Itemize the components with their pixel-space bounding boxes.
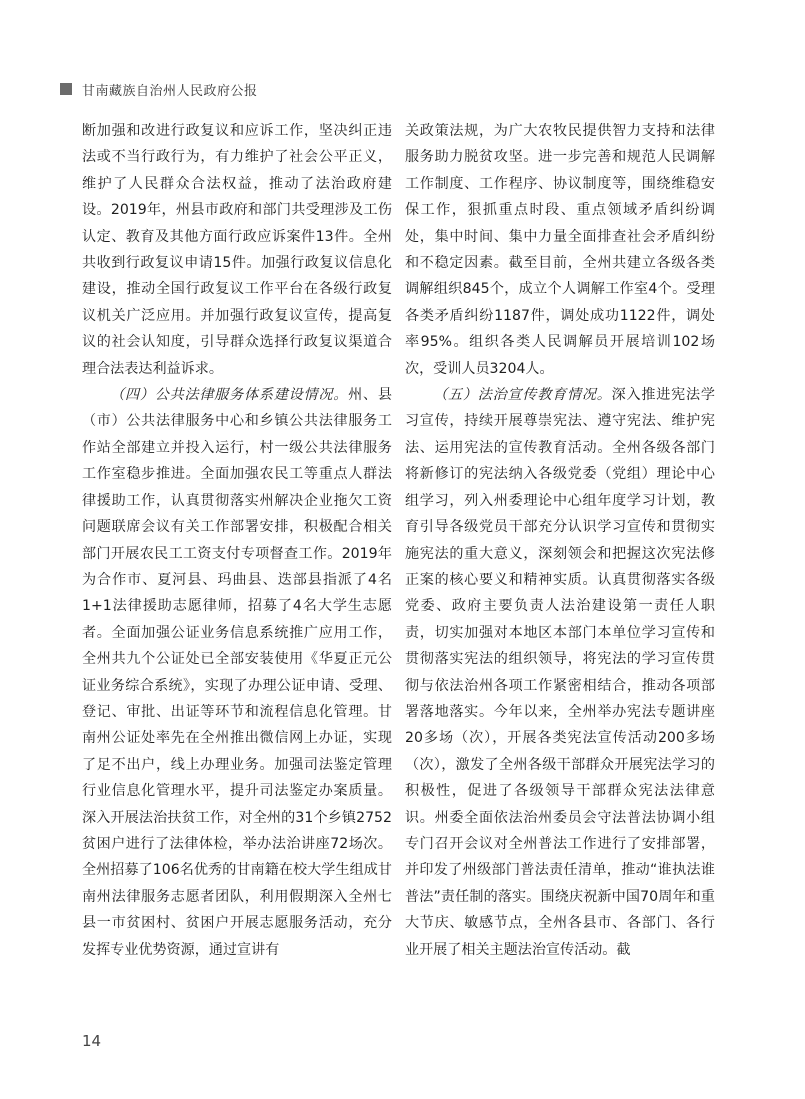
page-number: 14 xyxy=(82,1032,102,1050)
section-heading: （四）公共法律服务体系建设情况。 xyxy=(110,387,349,404)
paragraph: 断加强和改进行政复议和应诉工作，坚决纠正违法或不当行政行为，有力维护了社会公平正义，维护了人民群众合法权益，推动了法治政府建设。2019年，州县市政府和部门共受理涉及工伤认定、教育及其他方面行政应诉案件13件。全州共收到行政复议申请15件。加强行政复议信息化建设，推动全国行政复议工作平台在各级行政复议机关广泛应用。并加强行政复议宣传，提高复议的社会认知度，引导群众选择行政复议渠道合理合法表达利益诉求。 xyxy=(82,123,392,377)
paragraph-text: 州、县（市）公共法律服务中心和乡镇公共法律服务工作站全部建立并投入运行，村一级公共法律服务工作室稳步推进。全面加强农民工等重点人群法律援助工作，认真贯彻落实州解决企业拖欠工资问题联席会议有关工作部署安排，积极配合相关部门开展农民工工资支付专项督查工作。2019年为合作市、夏河县、玛曲县、迭部县指派了4名1+1法律援助志愿律师，招募了4名大学生志愿者。全面加强公证业务信息系统推广应用工作，全州共九个公证处已全部安装使用《华夏正元公证业务综合系统》，实现了办理公证申请、受理、登记、审批、出证等环节和流程信息化管理。甘南州公证处率先在全州推出微信网上办证，实现了足不出户，线上办理业务。加强司法鉴定管理行业信息化管理水平，提升司法鉴定办案质量。深入开展法治扶贫工作，对全州的31个乡镇2752贫困户进行了法律体检，举办法治讲座72场次。全州招募了106名优秀的甘南籍在校大学生组成甘南州法律服务志愿者团队，利用假期深入全州七县一市贫困村、贫困户开展志愿服务活动，充分发挥专业优势资源，通过宣讲有 xyxy=(82,387,393,958)
paragraph: 关政策法规，为广大农牧民提供智力支持和法律服务助力脱贫攻坚。进一步完善和规范人民调解工作制度、工作程序、协议制度等，围绕维稳安保工作，狠抓重点时段、重点领域矛盾纠纷调处，集中时间、集中力量全面排查社会矛盾纠纷和不稳定因素。截至目前，全州共建立各级各类调解组织845个，成立个人调解工作室4个。受理各类矛盾纠纷1187件，调处成功1122件，调处率95%。组织各类人民调解员开展培训102场次，受训人员3204人。 xyxy=(405,123,715,377)
header-title: 甘南藏族自治州人民政府公报 xyxy=(82,83,258,99)
running-header xyxy=(60,80,258,98)
paragraph xyxy=(405,382,715,963)
left-column xyxy=(82,118,392,963)
right-column xyxy=(405,118,715,963)
paragraph-text: 深入推进宪法学习宣传，持续开展尊崇宪法、遵守宪法、维护宪法、运用宪法的宣传教育活动。全州各级各部门将新修订的宪法纳入各级党委（党组）理论中心组学习，列入州委理论中心组年度学习计划，教育引导各级党员干部充分认识学习宣传和贯彻实施宪法的重大意义，深刻领会和把握这次宪法修正案的核心要义和精神实质。认真贯彻落实各级党委、政府主要负责人法治建设第一责任人职责，切实加强对本地区本部门本单位学习宣传和贯彻落实宪法的组织领导，将宪法的学习宣传贯彻与依法治州各项工作紧密相结合，推动各项部署落地落实。今年以来，全州举办宪法专题讲座20多场（次），开展各类宪法宣传活动200多场（次），激发了全州各级干部群众开展宪法学习的积极性，促进了各级领导干部群众宪法法律意识。州委全面依法治州委员会守法普法协调小组专门召开会议对全州普法工作进行了安排部署，并印发了州级部门普法责任清单，推动“谁执法谁普法”责任制的落实。围绕庆祝新中国70周年和重大节庆、敏感节点，全州各县市、各部门、各行业开展了相关主题法治宣传活动。截 xyxy=(405,387,716,958)
section-heading: （五）法治宣传教育情况。 xyxy=(433,387,612,404)
paragraph xyxy=(82,382,392,963)
header-square-icon xyxy=(60,83,72,95)
